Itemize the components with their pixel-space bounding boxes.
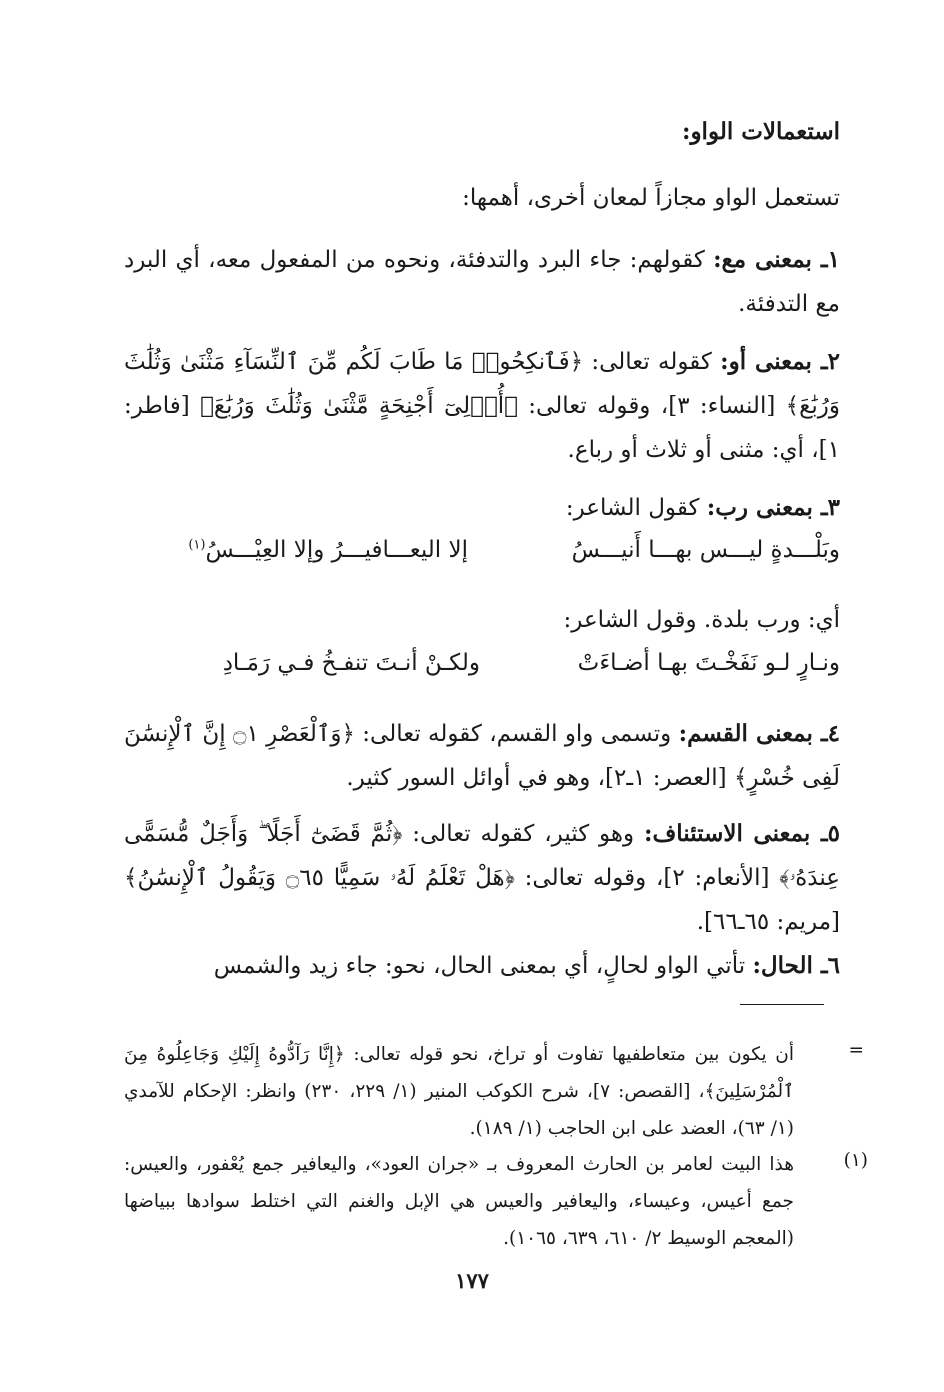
item-rubba-meaning [124,486,840,530]
item-text: وهو كثير، كقوله تعالى: ﴿ثُمَّ قَضَىٰٓ أَجَلًا ۖ وَأَجَلٌ مُّسَمًّى عِندَهُۥ﴾ [الأنعام: ٢]، وقوله تعالى: ﴿هَلْ تَعْلَمُ لَهُۥ سَمِيًّا ۝٦٥ وَيَقُولُ ٱلْإِنسَٰنُ﴾ [مريم: ٦٥ـ٦٦]. [124,821,840,935]
item-label: ٥ـ بمعنى الاستئناف: [643,820,840,847]
item-circumstance-meaning [124,944,840,988]
item-label: ٤ـ بمعنى القسم: [678,720,841,747]
verse-hemistich-first: ونـارٍ لـو نَفَخْـتَ بهـا أضـاءَتْ [577,650,840,676]
poetry-verse-2 [124,650,840,690]
footnote-marker: = [848,1040,864,1061]
footnote-marker: (١) [843,1150,868,1171]
item-with-meaning [124,238,840,326]
intro-paragraph: تستعمل الواو مجازاً لمعان أخرى، أهمها: [462,185,840,211]
item-resumption-meaning [124,812,840,944]
footnote-1: هذا البيت لعامر بن الحارث المعروف بـ «جران العود»، واليعافير جمع يُعْفور، والعيس: جمع أعيس، وعيساء، واليعافير والعيس هي الإبل والغنم التي اختلط سوادها ببياضها (المعجم الوسيط ٢/ ٦١٠، ٦٣٩، ١٠٦٥). [124,1154,794,1249]
section-heading: استعمالات الواو: [681,118,840,145]
poetry-verse-1 [124,537,840,577]
item-or-meaning [124,340,840,472]
verse-text: إلا اليعـــافيـــرُ وإلا العِيْـــسُ [205,537,468,563]
item-label: ١ـ بمعنى مع: [713,246,840,273]
item-oath-meaning [124,712,840,800]
item-text: وتسمى واو القسم، كقوله تعالى: ﴿وَٱلْعَصْرِ ۝١ إِنَّ ٱلْإِنسَٰنَ لَفِى خُسْرٍ﴾ [العصر: ١ـ٢]، وهو في أوائل السور كثير. [124,721,840,791]
footnote-ref: (١) [188,537,206,553]
verse-hemistich-second: ولكـنْ أنـتَ تنفـخُ فـي رَمَـادِ [222,650,480,676]
item-label: ٢ـ بمعنى أو: [720,348,840,375]
verse-explanation: أي: ورب بلدة. وقول الشاعر: [563,607,840,633]
item-text: كقول الشاعر: [565,495,707,521]
item-text: تأتي الواو لحالٍ، أي بمعنى الحال، نحو: جاء زيد والشمس [213,953,753,979]
page-number: ١٧٧ [455,1268,489,1293]
item-label: ٣ـ بمعنى رب: [706,494,840,521]
footnote-divider [740,1004,824,1005]
verse-hemistich-second [188,537,468,563]
footnote-continued: أن يكون بين متعاطفيها تفاوت أو تراخ، نحو قوله تعالى: ﴿إِنَّا رَآدُّوهُ إِلَيْكِ وَجَاعِلُوهُ مِنَ ٱلْمُرْسَلِينَ﴾، [القصص: ٧]، شرح الكوكب المنير (١/ ٢٢٩، ٢٣٠) وانظر: الإحكام للآمدي (١/ ٦٣)، العضد على ابن الحاجب (١/ ١٨٩). [124,1044,794,1139]
item-text: كقوله تعالى: ﴿فَٱنكِحُوا۟ مَا طَابَ لَكُم مِّنَ ٱلنِّسَآءِ مَثْنَىٰ وَثُلَٰثَ وَرُبَٰعَ﴾ [النساء: ٣]، وقوله تعالى: ﴿أُو۟لِىٓ أَجْنِحَةٍ مَّثْنَىٰ وَثُلَٰثَ وَرُبَٰعَ﴾ [فاطر: ١]، أي: مثنى أو ثلاث أو رباع. [124,349,840,463]
verse-hemistich-first: وبَلْـــدةٍ ليـــس بهـــا أَنيـــسُ [571,537,840,563]
item-text: كقولهم: جاء البرد والتدفئة، ونحوه من المفعول معه، أي البرد مع التدفئة. [124,247,840,317]
item-label: ٦ـ الحال: [752,952,840,979]
